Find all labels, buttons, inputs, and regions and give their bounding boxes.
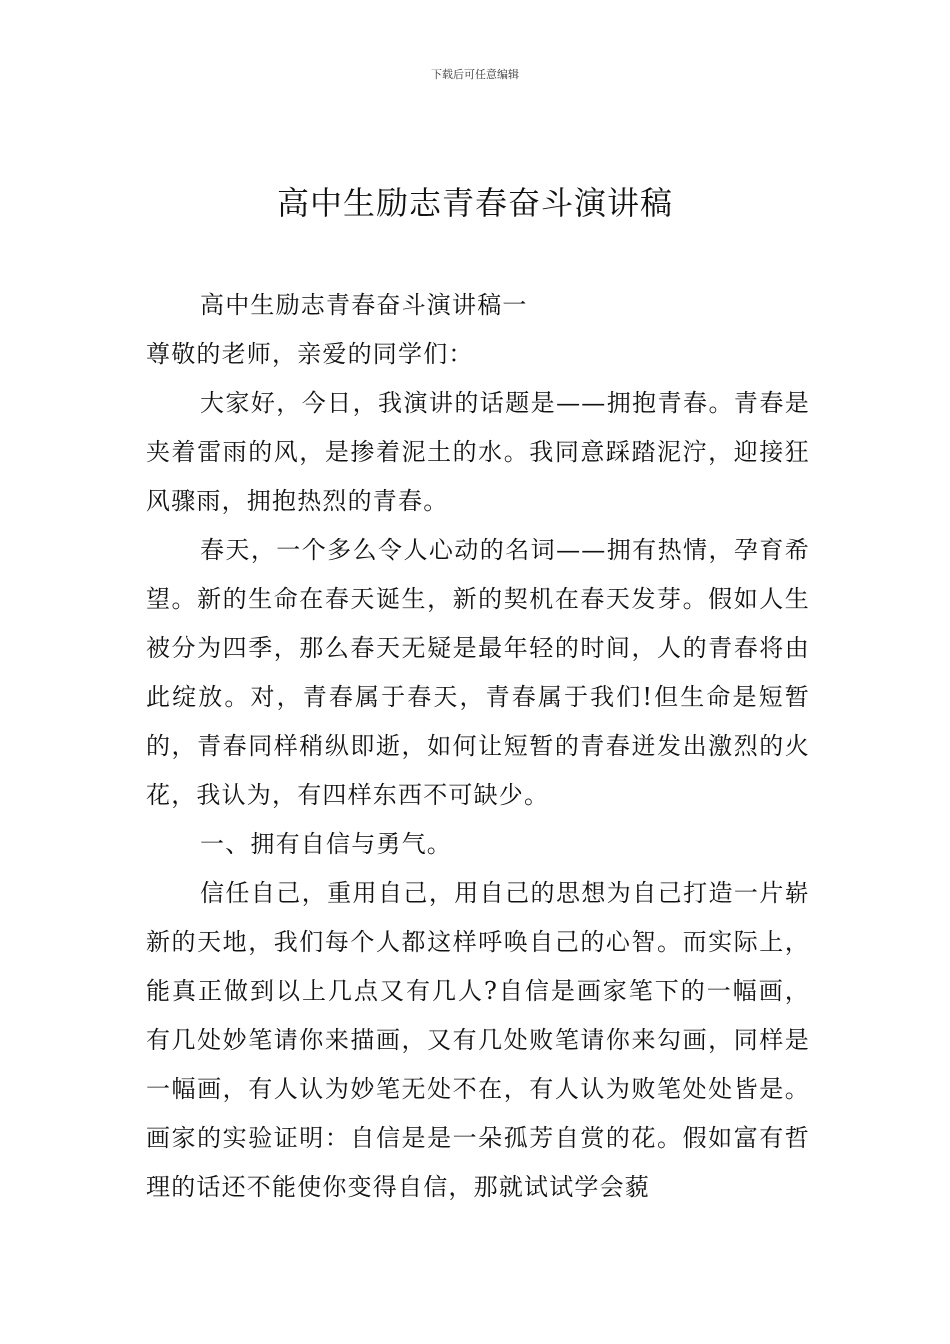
paragraph: 信任自己，重用自己，用自己的思想为自己打造一片崭新的天地，我们每个人都这样呼唤自己的心智。而实际上，能真正做到以上几点又有几人?自信是画家笔下的一幅画，有几处妙笔请你来描画，又有几处败笔请你来勾画，同样是一幅画，有人认为妙笔无处不在，有人认为败笔处处皆是。画家的实验证明：自信是是一朵孤芳自赏的花。假如富有哲理的话还不能使你变得自信，那就试试学会藐	[146, 879, 810, 1201]
section-subtitle: 高中生励志青春奋斗演讲稿一	[200, 291, 528, 319]
paragraph: 春天，一个多么令人心动的名词——拥有热情，孕育希望。新的生命在春天诞生，新的契机在春天发芽。假如人生被分为四季，那么春天无疑是最年轻的时间，人的青春将由此绽放。对，青春属于春天，青春属于我们!但生命是短暂的，青春同样稍纵即逝，如何让短暂的青春迸发出激烈的火花，我认为，有四样东西不可缺少。	[146, 536, 810, 809]
paragraph: 大家好，今日，我演讲的话题是——拥抱青春。青春是夹着雷雨的风，是掺着泥土的水。我同意踩踏泥泞，迎接狂风骤雨，拥抱热烈的青春。	[146, 389, 810, 515]
section-heading: 一、拥有自信与勇气。	[200, 830, 452, 858]
document-title: 高中生励志青春奋斗演讲稿	[276, 184, 673, 222]
document-body	[146, 281, 810, 1212]
salutation: 尊敬的老师，亲爱的同学们：	[146, 340, 474, 368]
header-note: 下载后可任意编辑	[431, 68, 519, 81]
